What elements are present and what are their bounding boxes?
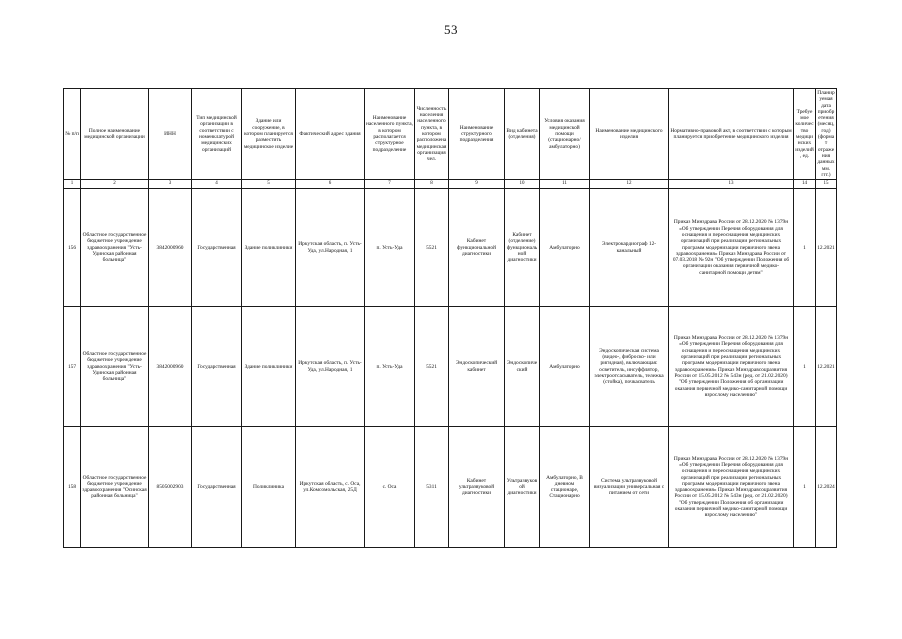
column-number: 14 <box>794 180 816 189</box>
column-number-row <box>64 180 837 189</box>
cabinet-type: Эндоскопический <box>505 307 540 427</box>
table-row <box>64 307 837 427</box>
organization-name: Областное государственное бюджетное учреждение здравоохранения "Осинская районная больница" <box>81 427 149 548</box>
organization-name: Областное государственное бюджетное учреждение здравоохранения "Усть-Удинская районная больница" <box>81 307 149 427</box>
page-number: 53 <box>444 22 458 37</box>
inn: 3842000960 <box>149 189 192 307</box>
column-number: 4 <box>192 180 242 189</box>
building: Здание поликлиники <box>242 307 296 427</box>
organization-type: Государственная <box>192 427 242 548</box>
quantity: 1 <box>794 427 816 548</box>
column-header: № п/п <box>64 89 81 180</box>
care-conditions: Амбулаторно, В дневном стационаре, Стационарно <box>540 427 590 548</box>
locality: п. Усть-Уда <box>365 307 415 427</box>
row-number: 156 <box>64 189 81 307</box>
structural-unit: Кабинет ультразвуковой диагностики <box>449 427 505 548</box>
device-name: Электрокардиограф 12-канальный <box>590 189 669 307</box>
locality: с. Оса <box>365 427 415 548</box>
purchase-date: 12.2021 <box>816 307 837 427</box>
cabinet-type: Кабинет (отделение) функциональной диагностики <box>505 189 540 307</box>
column-number: 3 <box>149 180 192 189</box>
population: 5521 <box>415 307 449 427</box>
structural-unit: Кабинет функциональной диагностики <box>449 189 505 307</box>
device-name: Эндоскопическая система (видео-, фиброско- или ригидная), включающая: осветитель, инсуффлятор, электроотсасыватель, тележка (стойка), почкасватель <box>590 307 669 427</box>
care-conditions: Амбулаторно <box>540 307 590 427</box>
address: Иркутская область, с. Оса, ул.Комсомольская, 25Д <box>296 427 365 548</box>
table-row <box>64 427 837 548</box>
inn: 8505002903 <box>149 427 192 548</box>
building: Поликлиника <box>242 427 296 548</box>
column-header: Наименование населенного пункта, в котором располагается структурное подразделение <box>365 89 415 180</box>
quantity: 1 <box>794 307 816 427</box>
column-header: Требуемое количество медицинских изделий, ед. <box>794 89 816 180</box>
column-number: 13 <box>669 180 794 189</box>
column-header: Наименование структурного подразделения <box>449 89 505 180</box>
column-header: Условия оказания медицинской помощи (стационарно/амбулаторно) <box>540 89 590 180</box>
column-header: Тип медицинской организации в соответствии с номенклатурой медицинских организаций <box>192 89 242 180</box>
locality: п. Усть-Уда <box>365 189 415 307</box>
purchase-date: 12.2021 <box>816 189 837 307</box>
organization-name: Областное государственное бюджетное учреждение здравоохранения "Усть-Удинская районная больница" <box>81 189 149 307</box>
column-number: 8 <box>415 180 449 189</box>
column-number: 1 <box>64 180 81 189</box>
row-number: 158 <box>64 427 81 548</box>
equipment-table <box>63 88 837 548</box>
column-number: 11 <box>540 180 590 189</box>
population: 5311 <box>415 427 449 548</box>
device-name: Система ультразвуковой визуализации универсальная с питанием от сети <box>590 427 669 548</box>
column-header: Нормативно-правовой акт, в соответствии с которым планируется приобретение медицинского изделия <box>669 89 794 180</box>
purchase-date: 12.2024 <box>816 427 837 548</box>
population: 5521 <box>415 189 449 307</box>
column-number: 9 <box>449 180 505 189</box>
row-number: 157 <box>64 307 81 427</box>
column-number: 2 <box>81 180 149 189</box>
table-row <box>64 189 837 307</box>
address: Иркутская область, п. Усть-Уда, ул.Народная, 1 <box>296 189 365 307</box>
address: Иркутская область, п. Усть-Уда, ул.Народная, 1 <box>296 307 365 427</box>
column-number: 15 <box>816 180 837 189</box>
normative-act: Приказ Минздрава России от 28.12.2020 № 1379н «Об утверждении Перечня оборудования для оснащения и переоснащения медицинских организаций при реализации региональных программ модернизации первичного звена здравоохранения» Приказ Минздравсоцразвития России от 15.05.2012 № 543н (ред. от 21.02.2020) "Об утверждении Положения об организации оказания первичной медико-санитарной помощи взрослому населению" <box>669 307 794 427</box>
column-header: Здание или сооружение, в котором планируется разместить медицинское изделие <box>242 89 296 180</box>
care-conditions: Амбулаторно <box>540 189 590 307</box>
normative-act: Приказ Минздрава России от 28.12.2020 № 1379н «Об утверждении Перечня оборудования для оснащения и переоснащения медицинских организаций при реализации региональных программ модернизации первичного звена здравоохранения» Приказ Минздравсоцразвития России от 15.05.2012 № 543н (ред. от 21.02.2020) "Об утверждении Положения об организации оказания первичной медико-санитарной помощи взрослому населению" <box>669 427 794 548</box>
column-number: 12 <box>590 180 669 189</box>
column-header: Фактический адрес здания <box>296 89 365 180</box>
normative-act: Приказ Минздрава России от 28.12.2020 № 1379н «Об утверждении Перечня оборудования для оснащения и переоснащения медицинских организаций при реализации региональных программ модернизации первичного звена здравоохранения» Приказ Минздрава России от 07.03.2018 № 92н "Об утверждении Положения об организации оказания первичной медико-санитарной помощи детям" <box>669 189 794 307</box>
organization-type: Государственная <box>192 307 242 427</box>
column-header: Численность населения населенного пункта, в котором расположена медицинская организация чел. <box>415 89 449 180</box>
structural-unit: Эндоскопический кабинет <box>449 307 505 427</box>
column-number: 5 <box>242 180 296 189</box>
cabinet-type: Ультразвуковой диагностики <box>505 427 540 548</box>
column-header: Полное наименование медицинской организации <box>81 89 149 180</box>
quantity: 1 <box>794 189 816 307</box>
column-header: ИНН <box>149 89 192 180</box>
header-row <box>64 89 837 180</box>
column-number: 6 <box>296 180 365 189</box>
column-header: Наименование медицинского изделия <box>590 89 669 180</box>
building: Здание поликлиники <box>242 189 296 307</box>
column-number: 7 <box>365 180 415 189</box>
inn: 3842000960 <box>149 307 192 427</box>
column-number: 10 <box>505 180 540 189</box>
column-header: Планируемая дата приобретения (месяц, год) (формат отражения данных мм. ггг.) <box>817 90 835 178</box>
organization-type: Государственная <box>192 189 242 307</box>
column-header: Вид кабинета (отделения) <box>505 89 540 180</box>
